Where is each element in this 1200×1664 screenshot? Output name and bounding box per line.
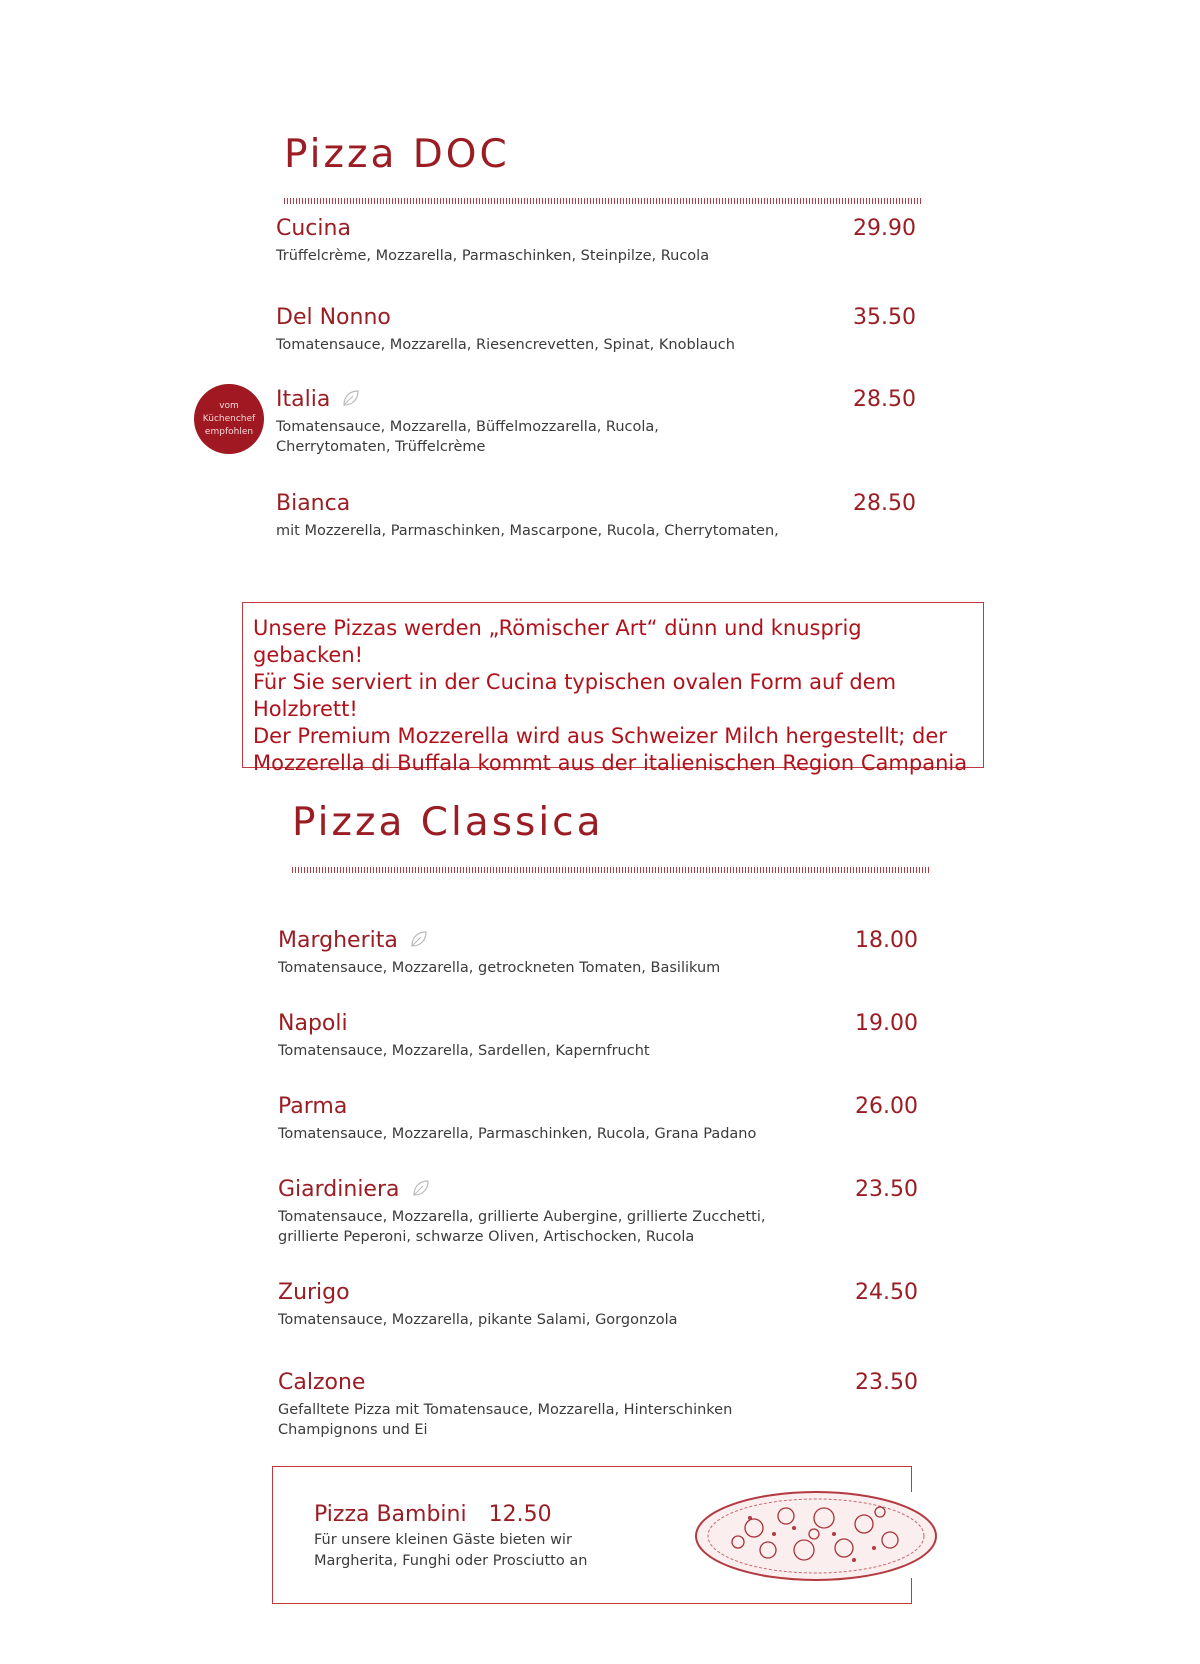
item-price: 24.50 bbox=[855, 1280, 918, 1305]
item-price: 28.50 bbox=[853, 491, 916, 516]
leaf-icon bbox=[409, 929, 429, 953]
bambini-title bbox=[314, 1502, 552, 1527]
section-title-doc: Pizza DOC bbox=[284, 132, 510, 177]
notice-line: Unsere Pizzas werden „Römischer Art“ dünn und knusprig gebacken! bbox=[253, 616, 862, 667]
item-description: Tomatensauce, Mozzarella, grillierte Aubergine, grillierte Zucchetti, grillierte Peperoni, schwarze Oliven, Artischocken, Rucola bbox=[278, 1209, 766, 1245]
notice-line: Der Premium Mozzerella wird aus Schweizer Milch hergestellt; der bbox=[253, 724, 947, 748]
item-name: Parma bbox=[278, 1094, 348, 1119]
item-name: Del Nonno bbox=[276, 305, 391, 330]
notice-line: Mozzerella di Buffala kommt aus der italienischen Region Campania bbox=[253, 751, 968, 775]
notice-line: Für Sie serviert in der Cucina typischen ovalen Form auf dem Holzbrett! bbox=[253, 670, 897, 721]
item-price: 19.00 bbox=[855, 1011, 918, 1036]
bambini-description: Für unsere kleinen Gäste bieten wir Margherita, Funghi oder Prosciutto an bbox=[314, 1532, 588, 1569]
badge-line: vom bbox=[219, 400, 239, 411]
bambini-price: 12.50 bbox=[488, 1502, 552, 1527]
menu-item bbox=[276, 491, 916, 541]
badge-line: Küchenchef bbox=[202, 413, 256, 424]
item-price: 23.50 bbox=[855, 1370, 918, 1395]
item-description: mit Mozzerella, Parmaschinken, Mascarpone, Rucola, Cherrytomaten, bbox=[276, 523, 779, 539]
item-name: Giardiniera bbox=[278, 1177, 400, 1202]
menu-item bbox=[278, 1011, 918, 1061]
item-description: Tomatensauce, Mozzarella, pikante Salami, Gorgonzola bbox=[278, 1312, 678, 1328]
leaf-icon bbox=[411, 1178, 431, 1202]
item-description: Tomatensauce, Mozzarella, Parmaschinken, Rucola, Grana Padano bbox=[278, 1126, 757, 1142]
item-description: Tomatensauce, Mozzarella, Riesencrevetten, Spinat, Knoblauch bbox=[276, 337, 735, 353]
item-description: Trüffelcrème, Mozzarella, Parmaschinken, Steinpilze, Rucola bbox=[276, 248, 710, 264]
menu-item bbox=[278, 1094, 918, 1144]
item-price: 23.50 bbox=[855, 1177, 918, 1202]
item-name: Margherita bbox=[278, 928, 398, 953]
menu-item bbox=[278, 1370, 918, 1440]
dotted-divider bbox=[284, 198, 922, 204]
badge-line: empfohlen bbox=[204, 426, 254, 437]
dotted-divider bbox=[292, 867, 930, 873]
menu-item bbox=[276, 216, 916, 266]
item-description: Tomatensauce, Mozzarella, Büffelmozzarella, Rucola, Cherrytomaten, Trüffelcrème bbox=[276, 419, 659, 455]
item-name: Napoli bbox=[278, 1011, 348, 1036]
item-name: Cucina bbox=[276, 216, 351, 241]
item-name: Zurigo bbox=[278, 1280, 350, 1305]
item-description: Tomatensauce, Mozzarella, getrockneten Tomaten, Basilikum bbox=[278, 960, 721, 976]
menu-item bbox=[276, 305, 916, 355]
item-description: Tomatensauce, Mozzarella, Sardellen, Kapernfrucht bbox=[278, 1043, 650, 1059]
item-name: Calzone bbox=[278, 1370, 366, 1395]
item-name: Italia bbox=[276, 387, 331, 412]
section-title-classica: Pizza Classica bbox=[292, 800, 604, 845]
item-price: 26.00 bbox=[855, 1094, 918, 1119]
menu-item bbox=[278, 1177, 918, 1247]
chef-recommended-badge bbox=[194, 384, 264, 454]
item-price: 29.90 bbox=[853, 216, 916, 241]
menu-item bbox=[278, 928, 918, 978]
menu-item bbox=[278, 1280, 918, 1330]
item-name: Bianca bbox=[276, 491, 351, 516]
pizza-sketch-icon bbox=[694, 1488, 940, 1584]
menu-item bbox=[276, 387, 916, 457]
item-description: Gefalltete Pizza mit Tomatensauce, Mozzarella, Hinterschinken Champignons und Ei bbox=[278, 1402, 733, 1438]
item-price: 18.00 bbox=[855, 928, 918, 953]
bambini-name: Pizza Bambini bbox=[314, 1502, 467, 1527]
item-price: 35.50 bbox=[853, 305, 916, 330]
item-price: 28.50 bbox=[853, 387, 916, 412]
leaf-icon bbox=[341, 388, 361, 412]
notice-box bbox=[242, 602, 984, 775]
